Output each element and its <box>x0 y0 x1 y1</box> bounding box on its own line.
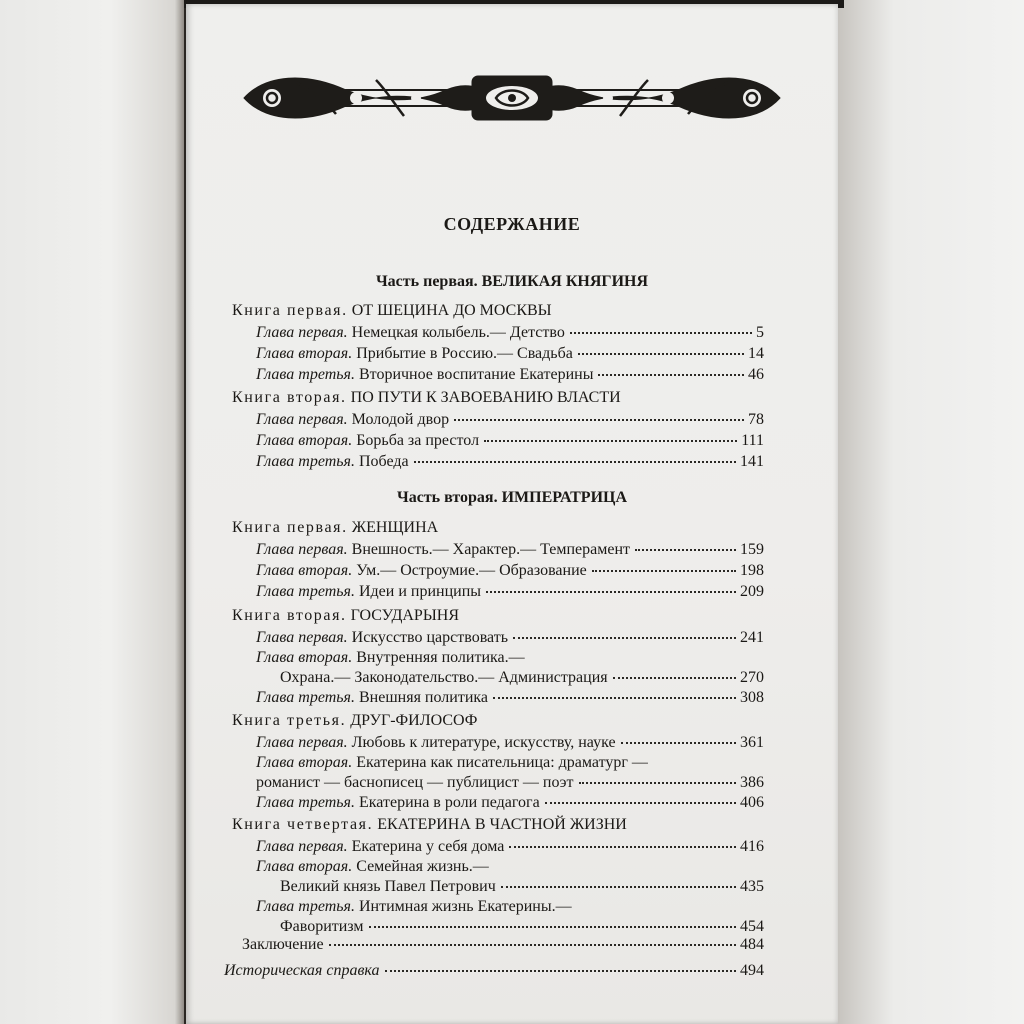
toc-entry-first-line <box>256 898 572 916</box>
dot-leader <box>513 637 736 639</box>
chapter-title: Екатерина у себя дома <box>351 838 505 855</box>
chapter-label: Глава первая. <box>256 541 348 558</box>
page-number: 484 <box>740 936 764 953</box>
headpiece-ornament <box>236 68 788 128</box>
dot-leader <box>385 970 737 972</box>
book-heading <box>232 389 621 407</box>
toc-entry <box>256 629 764 647</box>
page-number: 111 <box>741 432 764 449</box>
chapter-label: Глава третья. <box>256 898 355 915</box>
chapter-label: Глава первая. <box>256 629 348 646</box>
book-lead: Книга вторая. <box>232 389 347 406</box>
book-lead: Книга первая. <box>232 302 348 319</box>
dot-leader <box>621 742 736 744</box>
book-lead: Книга четвертая. <box>232 816 374 833</box>
page-number: 308 <box>740 689 764 706</box>
toc-entry <box>256 411 764 429</box>
chapter-title: Искусство царствовать <box>351 629 509 646</box>
bleed-through-texture <box>478 176 483 199</box>
page-number: 46 <box>748 366 764 383</box>
toc-entry-first-line <box>256 649 525 667</box>
book-name: ОТ ШЕЦИНА ДО МОСКВЫ <box>351 302 552 319</box>
toc-entry-first-line <box>256 754 648 772</box>
toc-entry <box>256 774 764 792</box>
toc-entry <box>280 669 764 687</box>
toc-entry <box>256 689 764 707</box>
dot-leader <box>592 570 736 572</box>
chapter-label: Глава вторая. <box>256 432 353 449</box>
dot-leader <box>635 549 736 551</box>
dot-leader <box>545 802 736 804</box>
toc-entry <box>280 878 764 896</box>
chapter-label: Глава первая. <box>256 838 348 855</box>
book-heading <box>232 712 477 730</box>
book-lead: Книга первая. <box>232 519 348 536</box>
dot-leader <box>414 461 736 463</box>
chapter-label: Глава вторая. <box>256 345 353 362</box>
chapter-title: Победа <box>358 453 409 470</box>
page-number: 14 <box>748 345 764 362</box>
toc-entry-first-line <box>256 858 489 876</box>
toc-entry <box>256 794 764 812</box>
dot-leader <box>509 846 736 848</box>
page-number: 361 <box>740 734 764 751</box>
book-heading <box>232 816 627 834</box>
chapter-label: Глава третья. <box>256 583 355 600</box>
page-number: 141 <box>740 453 764 470</box>
page-number: 198 <box>740 562 764 579</box>
chapter-label: Глава первая. <box>256 324 348 341</box>
chapter-title-continued: романист — баснописец — публицист — поэт <box>256 774 574 791</box>
toc-entry <box>256 345 764 363</box>
history-title: Историческая справка <box>224 962 380 979</box>
chapter-label: Глава третья. <box>256 453 355 470</box>
dot-leader <box>578 353 744 355</box>
dot-leader <box>484 440 737 442</box>
chapter-title: Немецкая колыбель.— Детство <box>351 324 565 341</box>
book-name: ГОСУДАРЫНЯ <box>350 607 459 624</box>
book-name: ЕКАТЕРИНА В ЧАСТНОЙ ЖИЗНИ <box>377 816 627 833</box>
chapter-label: Глава третья. <box>256 794 355 811</box>
toc-entry <box>280 918 764 936</box>
background-left <box>0 0 184 1024</box>
chapter-title: Ум.— Остроумие.— Образование <box>356 562 587 579</box>
page-number: 241 <box>740 629 764 646</box>
chapter-label: Глава вторая. <box>256 754 353 771</box>
toc-entry-conclusion <box>242 936 764 954</box>
dot-leader <box>598 374 744 376</box>
page-number: 78 <box>748 411 764 428</box>
toc-entry <box>256 838 764 856</box>
page-number: 209 <box>740 583 764 600</box>
chapter-title: Идеи и принципы <box>358 583 482 600</box>
chapter-title: Екатерина в роли педагога <box>358 794 540 811</box>
dot-leader <box>613 677 736 679</box>
chapter-title-continued: Великий князь Павел Петрович <box>280 878 496 895</box>
chapter-title: Внутренняя политика.— <box>356 649 525 666</box>
book-lead: Книга вторая. <box>232 607 347 624</box>
part-heading: Часть вторая. ИМПЕРАТРИЦА <box>396 489 628 506</box>
chapter-label: Глава вторая. <box>256 649 353 666</box>
book-name: ДРУГ-ФИЛОСОФ <box>350 712 478 729</box>
page-title: СОДЕРЖАНИЕ <box>443 214 581 234</box>
book-name: ЖЕНЩИНА <box>351 519 439 536</box>
chapter-title: Любовь к литературе, искусству, науке <box>351 734 616 751</box>
page-number: 435 <box>740 878 764 895</box>
chapter-title: Вторичное воспитание Екатерины <box>358 366 594 383</box>
chapter-title-continued: Фаворитизм <box>280 918 364 935</box>
page-number: 5 <box>756 324 764 341</box>
part-heading: Часть первая. ВЕЛИКАЯ КНЯГИНЯ <box>375 273 649 290</box>
page-number: 406 <box>740 794 764 811</box>
chapter-title-continued: Охрана.— Законодательство.— Администрация <box>280 669 608 686</box>
chapter-title: Борьба за престол <box>356 432 480 449</box>
page-number: 386 <box>740 774 764 791</box>
page-number: 494 <box>740 962 764 979</box>
toc-entry <box>256 734 764 752</box>
toc-entry <box>256 432 764 450</box>
chapter-label: Глава вторая. <box>256 858 353 875</box>
page-number: 454 <box>740 918 764 935</box>
background-right <box>838 0 1024 1024</box>
book-heading <box>232 302 552 320</box>
chapter-title: Екатерина как писательница: драматург — <box>356 754 648 771</box>
conclusion-title: Заключение <box>242 936 324 953</box>
dot-leader <box>493 697 736 699</box>
toc-entry-history <box>224 962 764 980</box>
book-heading <box>232 607 459 625</box>
chapter-title: Семейная жизнь.— <box>356 858 489 875</box>
toc-entry <box>256 453 764 471</box>
chapter-title: Интимная жизнь Екатерины.— <box>358 898 572 915</box>
dot-leader <box>369 926 736 928</box>
book-name: ПО ПУТИ К ЗАВОЕВАНИЮ ВЛАСТИ <box>350 389 621 406</box>
chapter-label: Глава первая. <box>256 734 348 751</box>
dot-leader <box>486 591 736 593</box>
page-number: 270 <box>740 669 764 686</box>
book-heading <box>232 519 438 537</box>
dot-leader <box>329 944 736 946</box>
page-number: 416 <box>740 838 764 855</box>
toc-entry <box>256 583 764 601</box>
toc-entry <box>256 562 764 580</box>
chapter-label: Глава третья. <box>256 366 355 383</box>
chapter-title: Внешность.— Характер.— Темперамент <box>351 541 630 558</box>
dot-leader <box>501 886 736 888</box>
chapter-label: Глава вторая. <box>256 562 353 579</box>
chapter-title: Молодой двор <box>351 411 450 428</box>
chapter-label: Глава первая. <box>256 411 348 428</box>
dot-leader <box>570 332 752 334</box>
toc-entry <box>256 324 764 342</box>
dot-leader <box>579 782 737 784</box>
chapter-title: Прибытие в Россию.— Свадьба <box>356 345 573 362</box>
chapter-title: Внешняя политика <box>358 689 489 706</box>
toc-entry <box>256 366 764 384</box>
book-lead: Книга третья. <box>232 712 347 729</box>
toc-entry <box>256 541 764 559</box>
chapter-label: Глава третья. <box>256 689 355 706</box>
page-number: 159 <box>740 541 764 558</box>
dot-leader <box>454 419 744 421</box>
